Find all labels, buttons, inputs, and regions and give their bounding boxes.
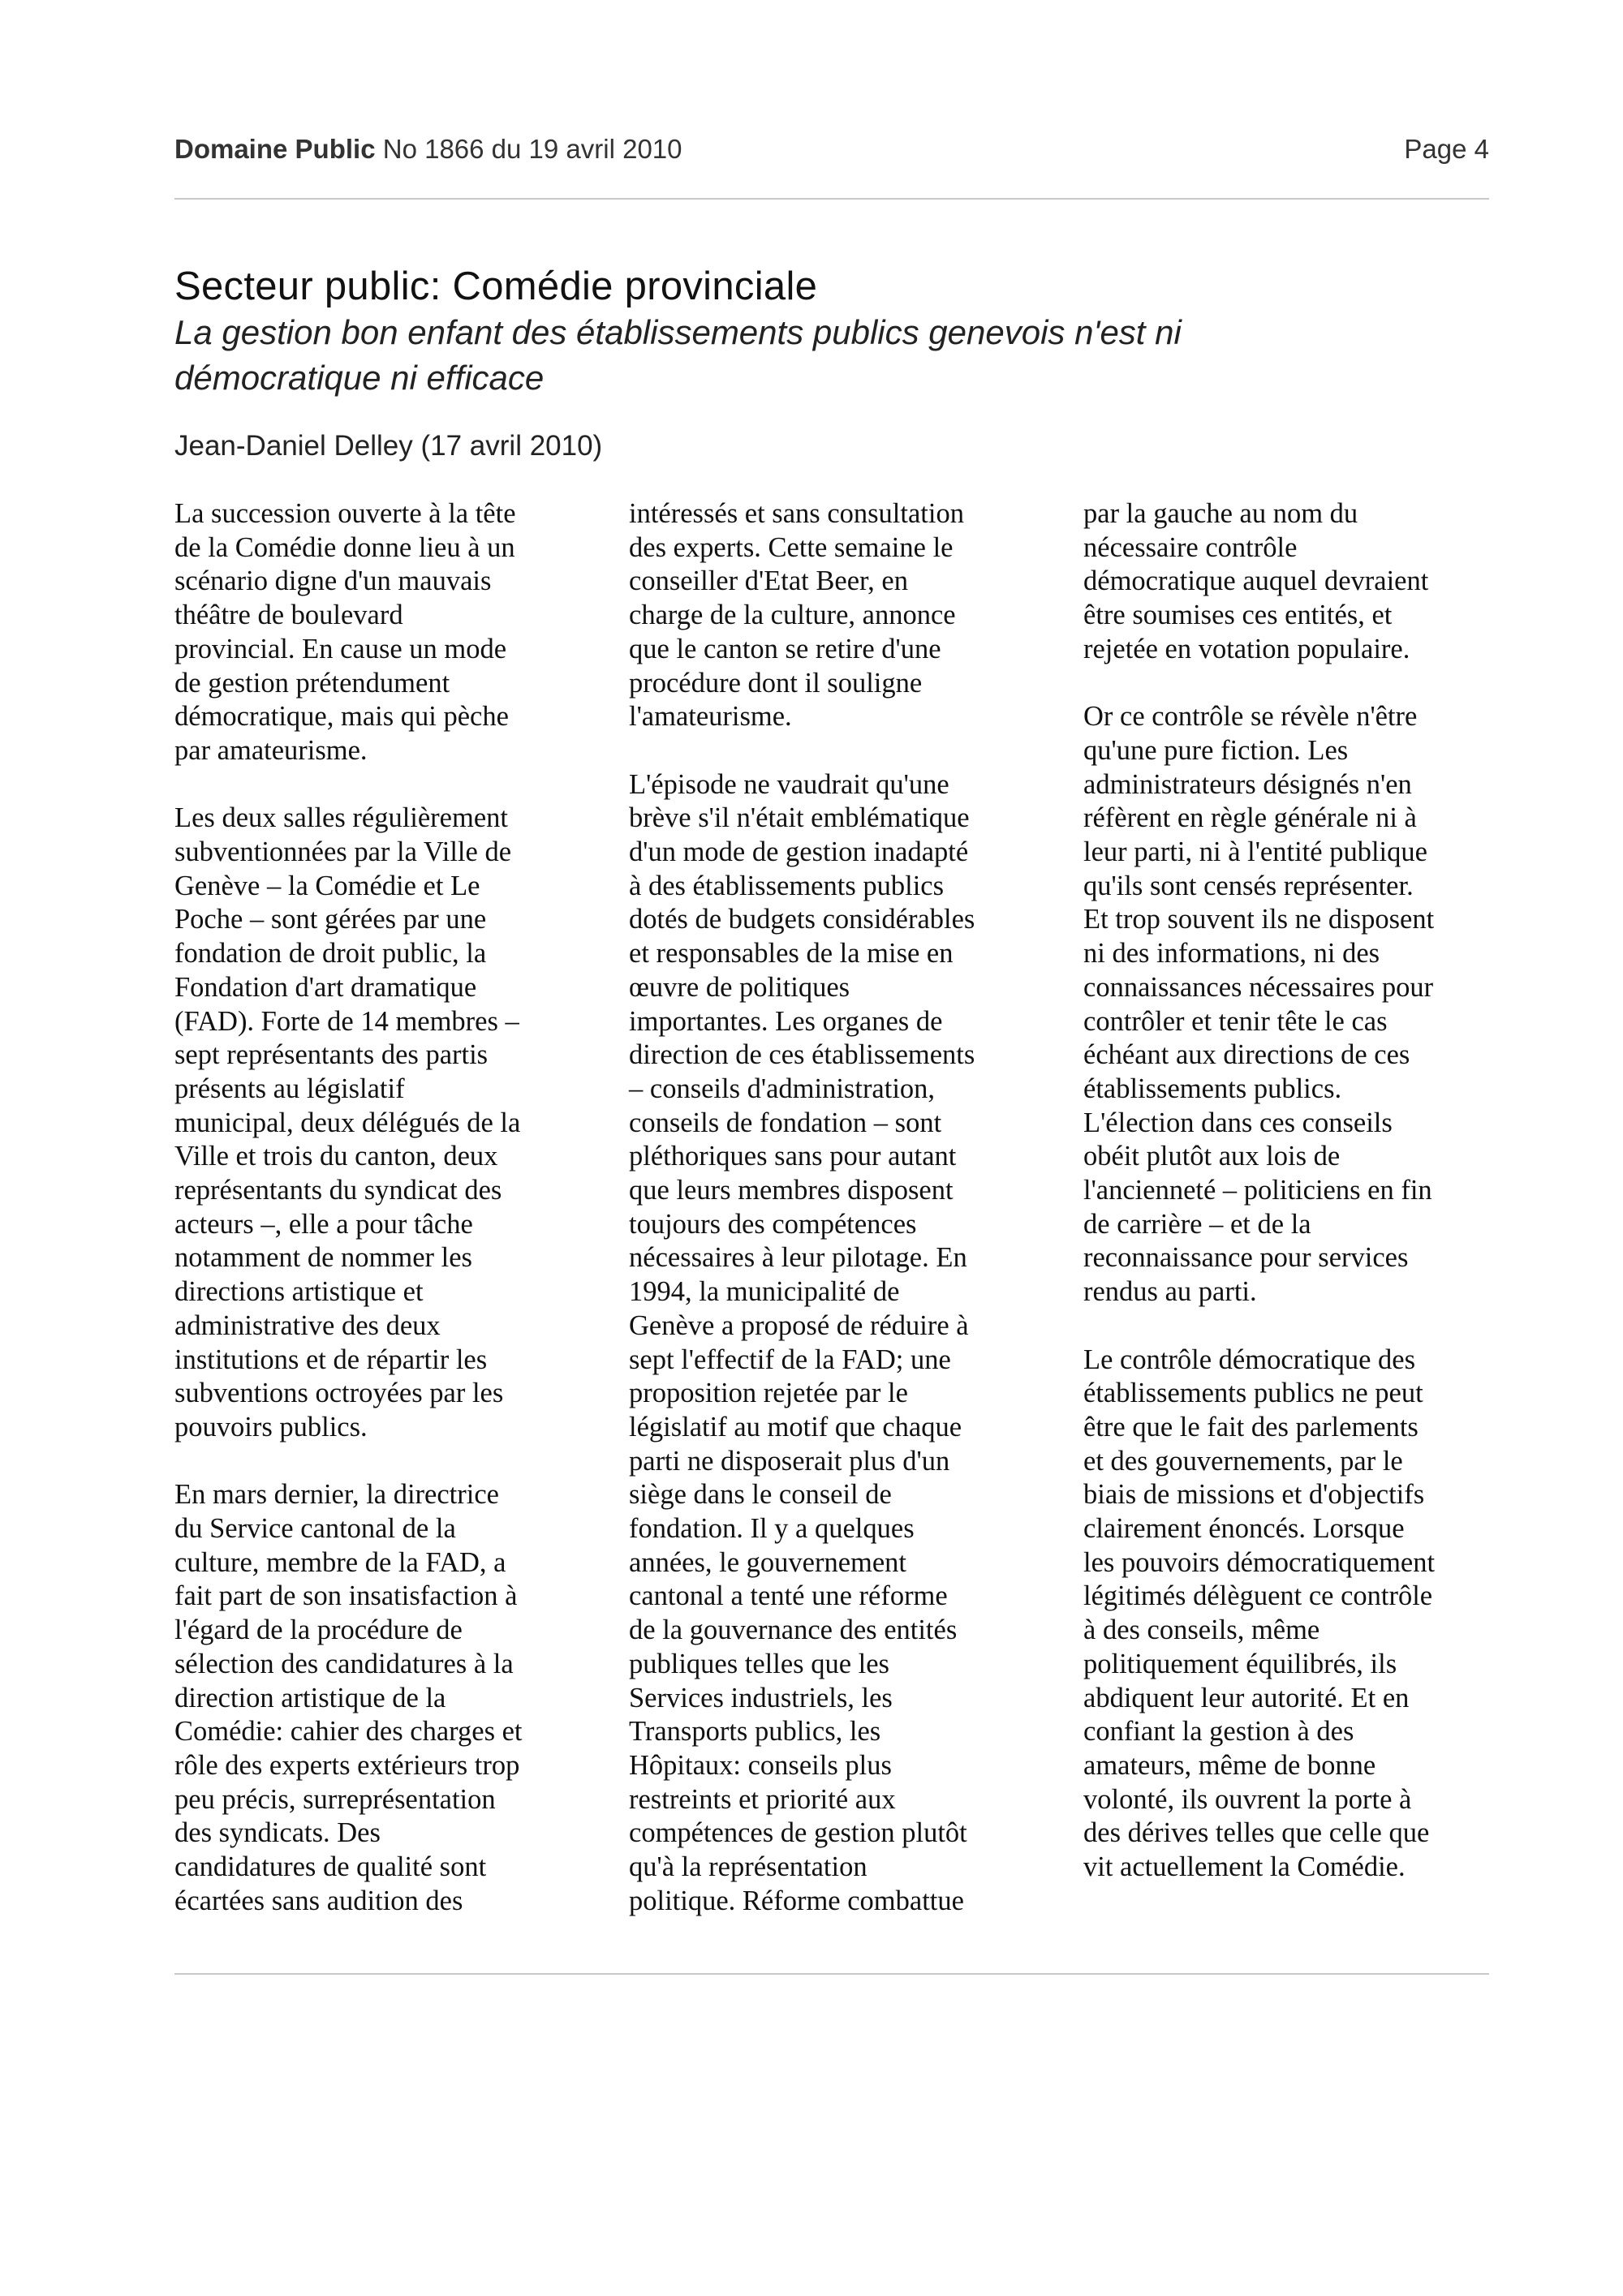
paragraph — [174, 1478, 605, 1918]
page-number: Page 4 — [1404, 134, 1489, 164]
text-line: fondation de droit public, la — [174, 938, 487, 970]
text-line: – conseils d'administration, — [629, 1073, 936, 1104]
text-line: pléthoriques sans pour autant — [629, 1141, 957, 1172]
text-line: échéant aux directions de ces — [1083, 1039, 1410, 1071]
text-line: Et trop souvent ils ne disposent — [1083, 904, 1435, 935]
text-line: amateurs, même de bonne — [1083, 1749, 1376, 1781]
header-divider — [174, 198, 1489, 200]
text-line: reconnaissance pour services — [1083, 1242, 1409, 1274]
article-title: Secteur public: Comédie provinciale — [174, 264, 818, 308]
text-line: pouvoirs publics. — [174, 1411, 368, 1443]
text-line: Genève a proposé de réduire à — [629, 1309, 969, 1341]
text-line: de carrière – et de la — [1083, 1208, 1311, 1240]
text-line: rendus au parti. — [1083, 1276, 1257, 1308]
text-line: qu'ils sont censés représenter. — [1083, 870, 1414, 901]
text-line: fait part de son insatisfaction à — [174, 1580, 518, 1612]
text-line: réfèrent en règle générale ni à — [1083, 802, 1417, 834]
text-line: être soumises ces entités, et — [1083, 600, 1393, 631]
text-line: contrôler et tenir tête le cas — [1083, 1005, 1388, 1037]
text-line: l'égard de la procédure de — [174, 1615, 463, 1646]
text-line: cantonal a tenté une réforme — [629, 1580, 948, 1612]
text-line: subventions octroyées par les — [174, 1378, 504, 1409]
text-line: subventionnées par la Ville de — [174, 836, 512, 868]
paragraph — [629, 768, 1059, 1919]
text-line: Hôpitaux: conseils plus — [629, 1750, 892, 1781]
text-line: Fondation d'art dramatique — [174, 971, 477, 1003]
text-line: légitimés délèguent ce contrôle — [1083, 1580, 1433, 1612]
text-line: institutions et de répartir les — [174, 1344, 488, 1375]
text-line: années, le gouvernement — [629, 1546, 906, 1578]
text-line: d'un mode de gestion inadapté — [629, 836, 969, 868]
text-line: des experts. Cette semaine le — [629, 531, 954, 563]
paragraph — [1083, 1344, 1513, 1885]
text-column-3 — [1083, 497, 1513, 1918]
text-line: restreints et priorité aux — [629, 1783, 896, 1815]
text-line: culture, membre de la FAD, a — [174, 1546, 506, 1578]
text-line: Comédie: cahier des charges et — [174, 1716, 523, 1748]
text-line: confiant la gestion à des — [1083, 1716, 1354, 1748]
text-line: qu'à la représentation — [629, 1851, 867, 1883]
text-line: volonté, ils ouvrent la porte à — [1083, 1783, 1412, 1815]
issue-info: No 1866 du 19 avril 2010 — [382, 134, 682, 164]
article-subtitle — [174, 310, 1408, 401]
paragraph — [629, 497, 1059, 734]
text-line: Le contrôle démocratique des — [1083, 1344, 1416, 1375]
text-line: fondation. Il y a quelques — [629, 1513, 915, 1545]
text-line: scénario digne d'un mauvais — [174, 565, 492, 597]
text-line: siège dans le conseil de — [629, 1479, 892, 1511]
text-line: abdiquent leur autorité. Et en — [1083, 1682, 1410, 1713]
subtitle-line: démocratique ni efficace — [174, 359, 545, 397]
text-line: nécessaires à leur pilotage. En — [629, 1242, 967, 1274]
text-line: Or ce contrôle se révèle n'être — [1083, 701, 1418, 733]
text-line: sept représentants des partis — [174, 1039, 489, 1071]
text-line: sept l'effectif de la FAD; une — [629, 1344, 951, 1375]
text-line: ni des informations, ni des — [1083, 938, 1380, 970]
text-line: par la gauche au nom du — [1083, 498, 1358, 529]
text-line: Services industriels, les — [629, 1682, 893, 1713]
text-line: dotés de budgets considérables — [629, 904, 975, 935]
text-line: des syndicats. Des — [174, 1817, 381, 1849]
text-line: et des gouvernements, par le — [1083, 1445, 1403, 1477]
article-byline: Jean-Daniel Delley (17 avril 2010) — [174, 430, 603, 462]
text-line: écartées sans audition des — [174, 1885, 463, 1916]
text-line: l'amateurisme. — [629, 701, 792, 733]
text-line: L'élection dans ces conseils — [1083, 1107, 1393, 1138]
text-line: de gestion prétendument — [174, 667, 450, 699]
text-line: procédure dont il souligne — [629, 667, 923, 699]
text-line: et responsables de la mise en — [629, 938, 954, 970]
text-line: sélection des candidatures à la — [174, 1648, 514, 1679]
text-line: biais de missions et d'objectifs — [1083, 1479, 1425, 1511]
text-line: rejetée en votation populaire. — [1083, 633, 1410, 664]
text-line: par amateurisme. — [174, 734, 368, 766]
text-line: démocratique, mais qui pèche — [174, 701, 509, 733]
text-line: Transports publics, les — [629, 1716, 881, 1748]
page-header — [174, 134, 1489, 166]
text-line: Ville et trois du canton, deux — [174, 1141, 498, 1172]
text-line: du Service cantonal de la — [174, 1513, 456, 1545]
text-line: nécessaire contrôle — [1083, 531, 1298, 563]
text-line: que leurs membres disposent — [629, 1175, 954, 1206]
text-line: acteurs –, elle a pour tâche — [174, 1208, 473, 1240]
text-line: l'ancienneté – politiciens en fin — [1083, 1175, 1432, 1206]
text-line: établissements publics. — [1083, 1073, 1342, 1104]
text-line: Genève – la Comédie et Le — [174, 870, 480, 901]
text-column-1 — [174, 497, 605, 1952]
text-line: direction de ces établissements — [629, 1039, 975, 1071]
text-line: provincial. En cause un mode — [174, 633, 507, 664]
paragraph — [174, 802, 605, 1444]
text-line: vit actuellement la Comédie. — [1083, 1851, 1406, 1883]
text-line: obéit plutôt aux lois de — [1083, 1141, 1341, 1172]
text-line: des dérives telles que celle que — [1083, 1817, 1430, 1849]
text-line: de la Comédie donne lieu à un — [174, 531, 515, 563]
text-line: présents au législatif — [174, 1073, 405, 1104]
text-line: municipal, deux délégués de la — [174, 1107, 521, 1138]
paragraph — [1083, 497, 1513, 667]
text-line: conseiller d'Etat Beer, en — [629, 565, 908, 597]
text-line: démocratique auquel devraient — [1083, 565, 1429, 597]
text-line: que le canton se retire d'une — [629, 633, 941, 664]
text-line: Les deux salles régulièrement — [174, 802, 508, 834]
text-line: L'épisode ne vaudrait qu'une — [629, 768, 949, 800]
subtitle-line: La gestion bon enfant des établissements publics genevois n'est ni — [174, 313, 1182, 351]
text-line: notamment de nommer les — [174, 1242, 472, 1274]
text-line: clairement énoncés. Lorsque — [1083, 1513, 1405, 1545]
text-line: politiquement équilibrés, ils — [1083, 1648, 1397, 1679]
text-line: conseils de fondation – sont — [629, 1107, 942, 1138]
text-line: brève s'il n'était emblématique — [629, 802, 970, 834]
text-column-2 — [629, 497, 1059, 1952]
text-line: importantes. Les organes de — [629, 1005, 943, 1037]
text-line: peu précis, surreprésentation — [174, 1783, 496, 1815]
text-line: œuvre de politiques — [629, 971, 850, 1003]
text-line: (FAD). Forte de 14 membres – — [174, 1005, 519, 1037]
text-line: administrative des deux — [174, 1309, 441, 1341]
text-line: représentants du syndicat des — [174, 1175, 502, 1206]
text-line: compétences de gestion plutôt — [629, 1817, 967, 1849]
text-line: La succession ouverte à la tête — [174, 498, 516, 529]
text-line: parti ne disposerait plus d'un — [629, 1445, 950, 1477]
text-line: politique. Réforme combattue — [629, 1885, 964, 1916]
text-line: directions artistique et — [174, 1276, 424, 1308]
publication-name: Domaine Public — [174, 134, 376, 164]
text-line: qu'une pure fiction. Les — [1083, 734, 1349, 766]
text-line: charge de la culture, annonce — [629, 600, 956, 631]
text-line: publiques telles que les — [629, 1648, 889, 1679]
text-line: proposition rejetée par le — [629, 1378, 908, 1409]
text-line: être que le fait des parlements — [1083, 1411, 1419, 1443]
text-line: toujours des compétences — [629, 1208, 917, 1240]
footer-divider — [174, 1973, 1489, 1975]
text-line: intéressés et sans consultation — [629, 498, 964, 529]
text-line: à des conseils, même — [1083, 1615, 1320, 1646]
text-line: législatif au motif que chaque — [629, 1411, 962, 1443]
text-line: En mars dernier, la directrice — [174, 1479, 499, 1511]
text-line: Poche – sont gérées par une — [174, 904, 487, 935]
text-line: leur parti, ni à l'entité publique — [1083, 836, 1427, 868]
text-line: 1994, la municipalité de — [629, 1276, 900, 1308]
paragraph — [174, 497, 605, 768]
text-line: les pouvoirs démocratiquement — [1083, 1546, 1436, 1578]
text-line: direction artistique de la — [174, 1682, 446, 1713]
text-line: administrateurs désignés n'en — [1083, 768, 1412, 800]
text-line: de la gouvernance des entités — [629, 1615, 958, 1646]
text-line: rôle des experts extérieurs trop — [174, 1749, 520, 1781]
paragraph — [1083, 700, 1513, 1309]
text-line: à des établissements publics — [629, 870, 945, 901]
text-line: connaissances nécessaires pour — [1083, 971, 1434, 1003]
text-line: théâtre de boulevard — [174, 600, 403, 631]
text-line: candidatures de qualité sont — [174, 1851, 487, 1883]
text-line: établissements publics ne peut — [1083, 1378, 1423, 1409]
